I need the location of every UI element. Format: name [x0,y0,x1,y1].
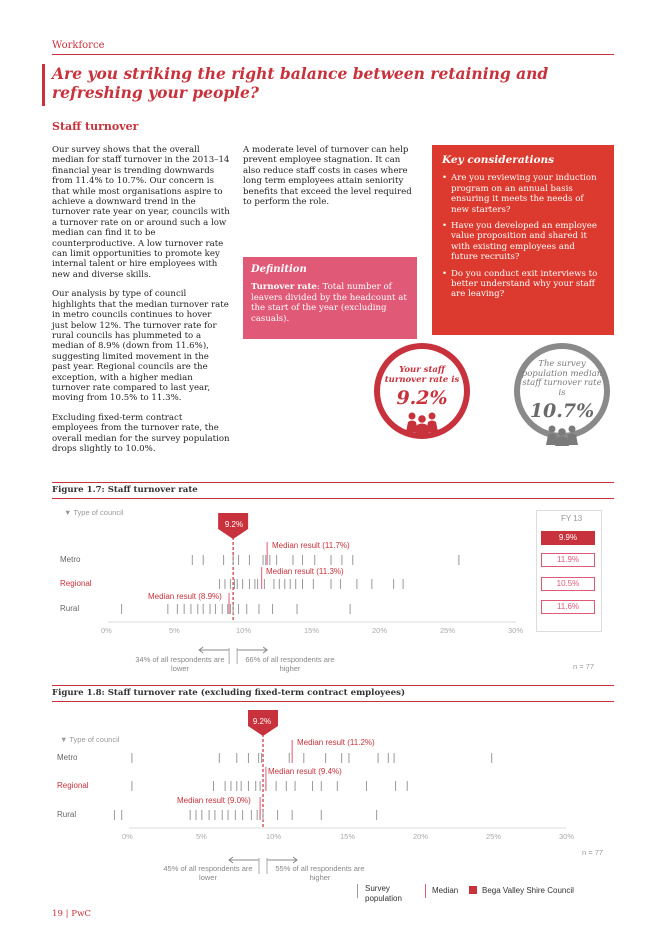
key-consideration-item: • Do you conduct exit interviews to better understand why your staff are leaving? [442,269,604,300]
axis-tick: 25% [440,626,456,635]
row-label-regional: Regional [60,579,92,588]
your-turnover-value: 9.2% [396,387,448,409]
axis-tick: 30% [508,626,524,635]
respondents-lower-note: 34% of all respondents are lower [135,655,225,673]
fy13-rural: 11.6% [541,600,595,614]
median-label-rural: Median result (8.9%) [148,592,222,601]
legend-survey-swatch [357,884,358,898]
key-considerations-heading: Key considerations [442,154,555,166]
council-type-filter[interactable]: ▼ Type of council [64,508,124,517]
row-label-regional: Regional [57,781,89,790]
figure-1-7-title: Figure 1.7: Staff turnover rate [52,485,198,495]
legend-median: Median [432,886,459,895]
row-label-metro: Metro [57,753,78,762]
axis-tick: 5% [169,626,180,635]
survey-median-value: 10.7% [529,400,595,422]
section-label: Workforce [52,40,105,51]
paragraph: A moderate level of turnover can help prevent employee stagnation. It can also reduce staff costs in cases where long term employees attain seniority benefits that exceed the level required to perform the role. [243,145,412,208]
axis-tick: 0% [122,832,133,841]
axis-tick: 25% [486,832,502,841]
axis-tick: 10% [236,626,252,635]
fy13-regional: 10.5% [541,577,595,591]
row-label-rural: Rural [60,604,80,613]
survey-median-label: The survey population median staff turnover rate is [521,359,603,398]
axis-tick: 20% [413,832,429,841]
legend-median-swatch [425,884,426,898]
median-label-metro: Median result (11.2%) [297,738,375,747]
paragraph: Our analysis by type of council highlights that the median turnover rate in metro councils continues to hover just below 12%. The turnover rate for rural councils has plummeted to a median of 8.9% (down from 11.6%), suggesting limited movement in the past year. Regional councils are the exception, with a higher median turnover rate compared to last year, moving from 10.5% to 11.3%. [52,289,229,404]
row-label-metro: Metro [60,555,81,564]
your-turnover-label: Your staff turnover rate is [384,365,460,385]
median-label-metro: Median result (11.7%) [272,541,350,550]
row-label-rural: Rural [57,810,77,819]
definition-heading: Definition [251,264,307,275]
axis-tick: 15% [304,626,320,635]
page-title: Are you striking the right balance between retaining and refreshing your people? [52,64,549,102]
respondents-higher-note: 66% of all respondents are higher [245,655,335,673]
respondents-lower-note: 45% of all respondents are lower [163,864,253,882]
fy13-overall: 9.9% [541,531,595,545]
axis-tick: 15% [340,832,356,841]
fy13-label: FY 13 [561,514,583,523]
median-label-rural: Median result (9.0%) [177,796,251,805]
legend-council-swatch [469,886,477,894]
section-subtitle: Staff turnover [52,120,139,133]
median-label-regional: Median result (9.4%) [268,767,342,776]
respondents-higher-note: 55% of all respondents are higher [275,864,365,882]
axis-tick: 10% [266,832,282,841]
axis-tick: 20% [372,626,388,635]
sample-size: n = 77 [582,848,604,857]
definition-term: Turnover rate [251,282,317,293]
figure-1-8-title: Figure 1.8: Staff turnover rate (excluding fixed-term contract employees) [52,688,406,698]
median-label-regional: Median result (11.3%) [266,567,344,576]
legend-council: Bega Valley Shire Council [482,886,574,895]
paragraph: Our survey shows that the overall median for staff turnover in the 2013–14 financial year is trending downwards from 11.4% to 10.7%. Our concern is that while most organisations aspire to achieve a downward trend in the turnover rate year on year, councils with a turnover rate on or around such a low median can find it to be counterproductive. A low turnover rate can limit opportunities to promote key internal talent or hire employees with new and diverse skills. [52,145,230,280]
council-marker-label: 9.2% [252,717,272,726]
council-marker-label: 9.2% [224,520,244,529]
definition-body: : Total number of leavers divided by the headcount at the start of the year (excluding casuals). [251,282,407,324]
axis-tick: 0% [101,626,112,635]
fy13-metro: 11.9% [541,553,595,567]
paragraph: Excluding fixed-term contract employees from the turnover rate, the overall median for the survey population drops slightly to 10.0%. [52,412,230,454]
axis-tick: 5% [196,832,207,841]
key-consideration-item: • Are you reviewing your induction program on an annual basis ensuring it meets the needs of new starters? [442,173,604,215]
key-consideration-item: • Have you developed an employee value proposition and shared it with existing employees and future recruits? [442,221,604,263]
axis-tick: 30% [559,832,575,841]
sample-size: n = 77 [573,662,595,671]
legend-survey-population: Survey population [365,884,402,903]
page-footer: 19 | PwC [52,909,92,919]
council-type-filter[interactable]: ▼ Type of council [60,735,120,744]
